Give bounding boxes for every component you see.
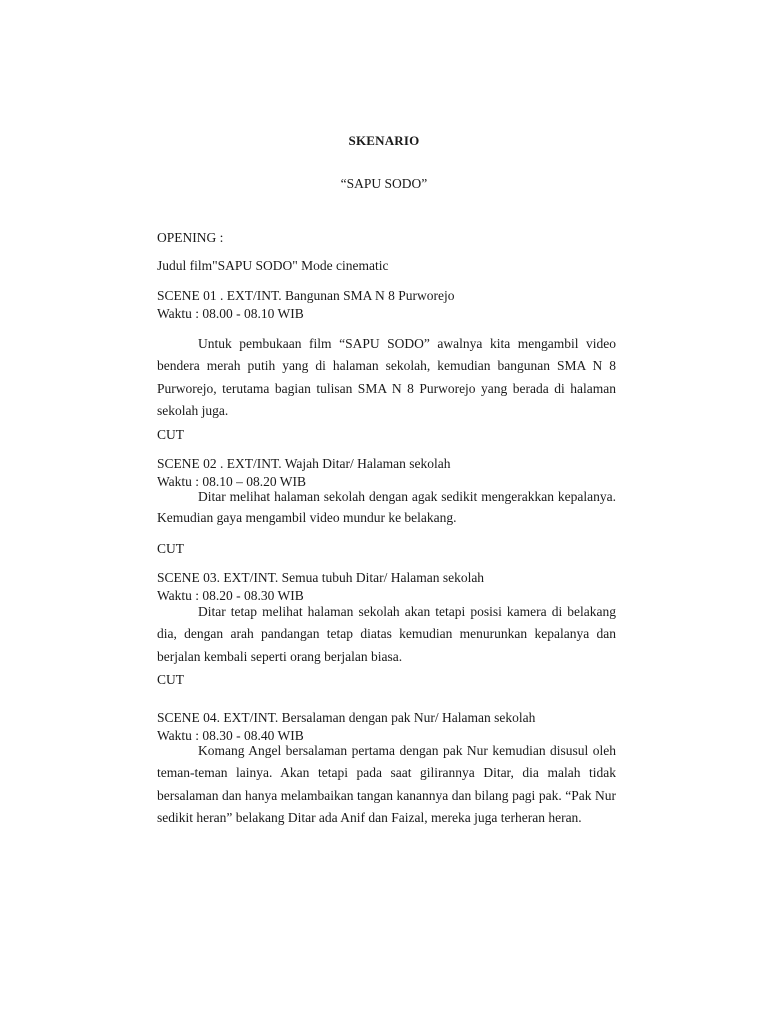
scene-time: Waktu : 08.00 - 08.10 WIB: [157, 306, 304, 321]
opening-label: OPENING :: [157, 230, 224, 245]
opening-text: Judul film"SAPU SODO" Mode cinematic: [157, 258, 389, 273]
scene-heading: SCENE 01 . EXT/INT. Bangunan SMA N 8 Purworejo: [157, 288, 455, 303]
scene-01-description: Untuk pembukaan film “SAPU SODO” awalnya kita mengambil video bendera merah putih yang di halaman sekolah, kemudian bangunan SMA N 8 Purworejo, terutama bagian tulisan SMA N 8 Purworejo yang berada di halaman sekolah juga.: [157, 336, 616, 418]
scene-heading: SCENE 03. EXT/INT. Semua tubuh Ditar/ Halaman sekolah: [157, 570, 485, 585]
scene-02-description: Ditar melihat halaman sekolah dengan agak sedikit mengerakkan kepalanya. Kemudian gaya mengambil video mundur ke belakang.: [157, 489, 616, 525]
scene-03-header: [157, 569, 484, 605]
scene-heading: SCENE 02 . EXT/INT. Wajah Ditar/ Halaman sekolah: [157, 456, 451, 471]
scene-02-transition: CUT: [157, 541, 184, 556]
scene-03-transition: CUT: [157, 672, 184, 687]
scene-04-description: Komang Angel bersalaman pertama dengan pak Nur kemudian disusul oleh teman-teman lainya. Akan tetapi pada saat gilirannya Ditar, dia malah tidak bersalaman dan hanya melambaikan tangan kanannya dan bilang pagi pak. “Pak Nur sedikit heran” belakang Ditar ada Anif dan Faizal, mereka juga terheran heran.: [157, 743, 616, 825]
scene-heading: SCENE 04. EXT/INT. Bersalaman dengan pak Nur/ Halaman sekolah: [157, 710, 536, 725]
scene-01-header: [157, 287, 454, 323]
scene-time: Waktu : 08.10 – 08.20 WIB: [157, 474, 307, 489]
scene-time: Waktu : 08.30 - 08.40 WIB: [157, 728, 304, 743]
document-title: SKENARIO: [348, 133, 420, 148]
scene-time: Waktu : 08.20 - 08.30 WIB: [157, 588, 304, 603]
scene-03-description: Ditar tetap melihat halaman sekolah akan tetapi posisi kamera di belakang dia, dengan arah pandangan tetap diatas kemudian menurunkan kepalanya dan berjalan kembali seperti orang berjalan biasa.: [157, 604, 616, 664]
film-title: “SAPU SODO”: [340, 176, 428, 191]
scene-01-transition: CUT: [157, 427, 184, 442]
